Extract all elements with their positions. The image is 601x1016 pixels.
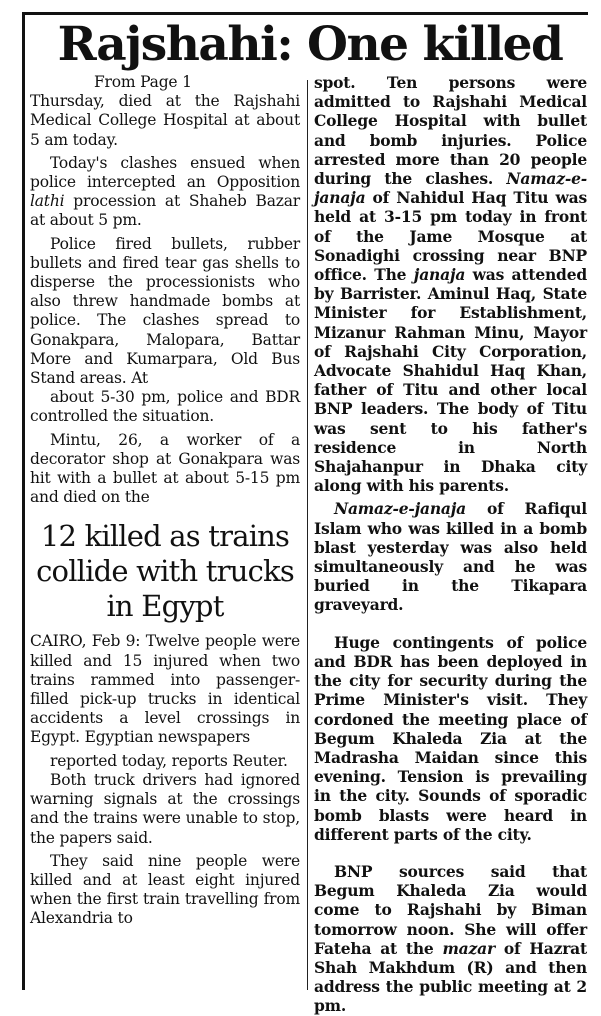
article-paragraph: spot. Ten persons were admitted to Rajshahi Medical College Hospital with bullet and bomb injuries. Police arrested more than 20 people during the clashes. Namaz-e-janaja of Nahidul Haq Titu was held at 3-15 pm today in front of the Jame Mosque at Sonadighi crossing near BNP office. The janaja was attended by Barrister. Aminul Haq, State Minister for Establishment, Mizanur Rahman Minu, Mayor of Rajshahi City Corporation, Advocate Shahidul Haq Khan, father of Titu and other local BNP leaders. The body of Titu was sent to his father's residence in North Shajahanpur in Dhaka city along with his parents.: [314, 73, 587, 496]
main-headline: Rajshahi: One killed: [57, 17, 563, 72]
egypt-paragraph: CAIRO, Feb 9: Twelve people were killed and 15 injured when two trains rammed into passenger-filled pick-up trucks in identical accidents a level crossings in Egypt. Egyptian newspapers: [30, 632, 300, 747]
from-page-label: From Page 1: [94, 73, 192, 91]
article-paragraph: Police fired bullets, rubber bullets and fired tear gas shells to disperse the processionists who also threw handmade bombs at police. The clashes spread to Gonakpara, Malopara, Battar More and Kumarpara, Old Bus Stand areas. At: [30, 234, 300, 388]
article-paragraph: Thursday, died at the Rajshahi Medical College Hospital at about 5 am today.: [30, 92, 300, 149]
article-paragraph: Huge contingents of police and BDR has been deployed in the city for security during the Prime Minister's visit. They cordoned the meeting place of Begum Khaleda Zia at the Madrasha Maidan since this evening. Tension is prevailing in the city. Sounds of sporadic bomb blasts were heard in different parts of the city.: [314, 632, 587, 844]
article-paragraph: Namaz-e-janaja of Rafiqul Islam who was killed in a bomb blast yesterday was also held simultaneously and he was buried in the Tikapara graveyard.: [314, 499, 587, 615]
egypt-paragraph: Both truck drivers had ignored warning signals at the crossings and the trains were unable to stop, the papers said.: [30, 770, 300, 847]
left-rule: [22, 12, 25, 990]
article-paragraph: about 5-30 pm, police and BDR controlled the situation.: [30, 388, 300, 426]
column-divider: [307, 80, 308, 990]
article-paragraph: BNP sources said that Begum Khaleda Zia would come to Rajshahi by Biman tomorrow noon. She will offer Fateha at the mazar of Hazrat Shah Makhdum (R) and then address the public meeting at 2 pm.: [314, 861, 587, 1016]
egypt-paragraph: They said nine people were killed and at least eight injured when the first train travelling from Alexandria to: [30, 851, 300, 928]
right-column: [314, 73, 587, 1016]
egypt-paragraph: reported today, reports Reuter.: [50, 751, 288, 770]
egypt-headline: 12 killed as trains collide with trucks in Egypt: [36, 519, 294, 624]
article-paragraph: Today's clashes ensued when police intercepted an Opposition lathi procession at Shaheb Bazar at about 5 pm.: [30, 153, 300, 230]
left-column: [30, 73, 300, 929]
article-paragraph: Mintu, 26, a worker of a decorator shop at Gonakpara was hit with a bullet at about 5-15 pm and died on the: [30, 430, 300, 507]
